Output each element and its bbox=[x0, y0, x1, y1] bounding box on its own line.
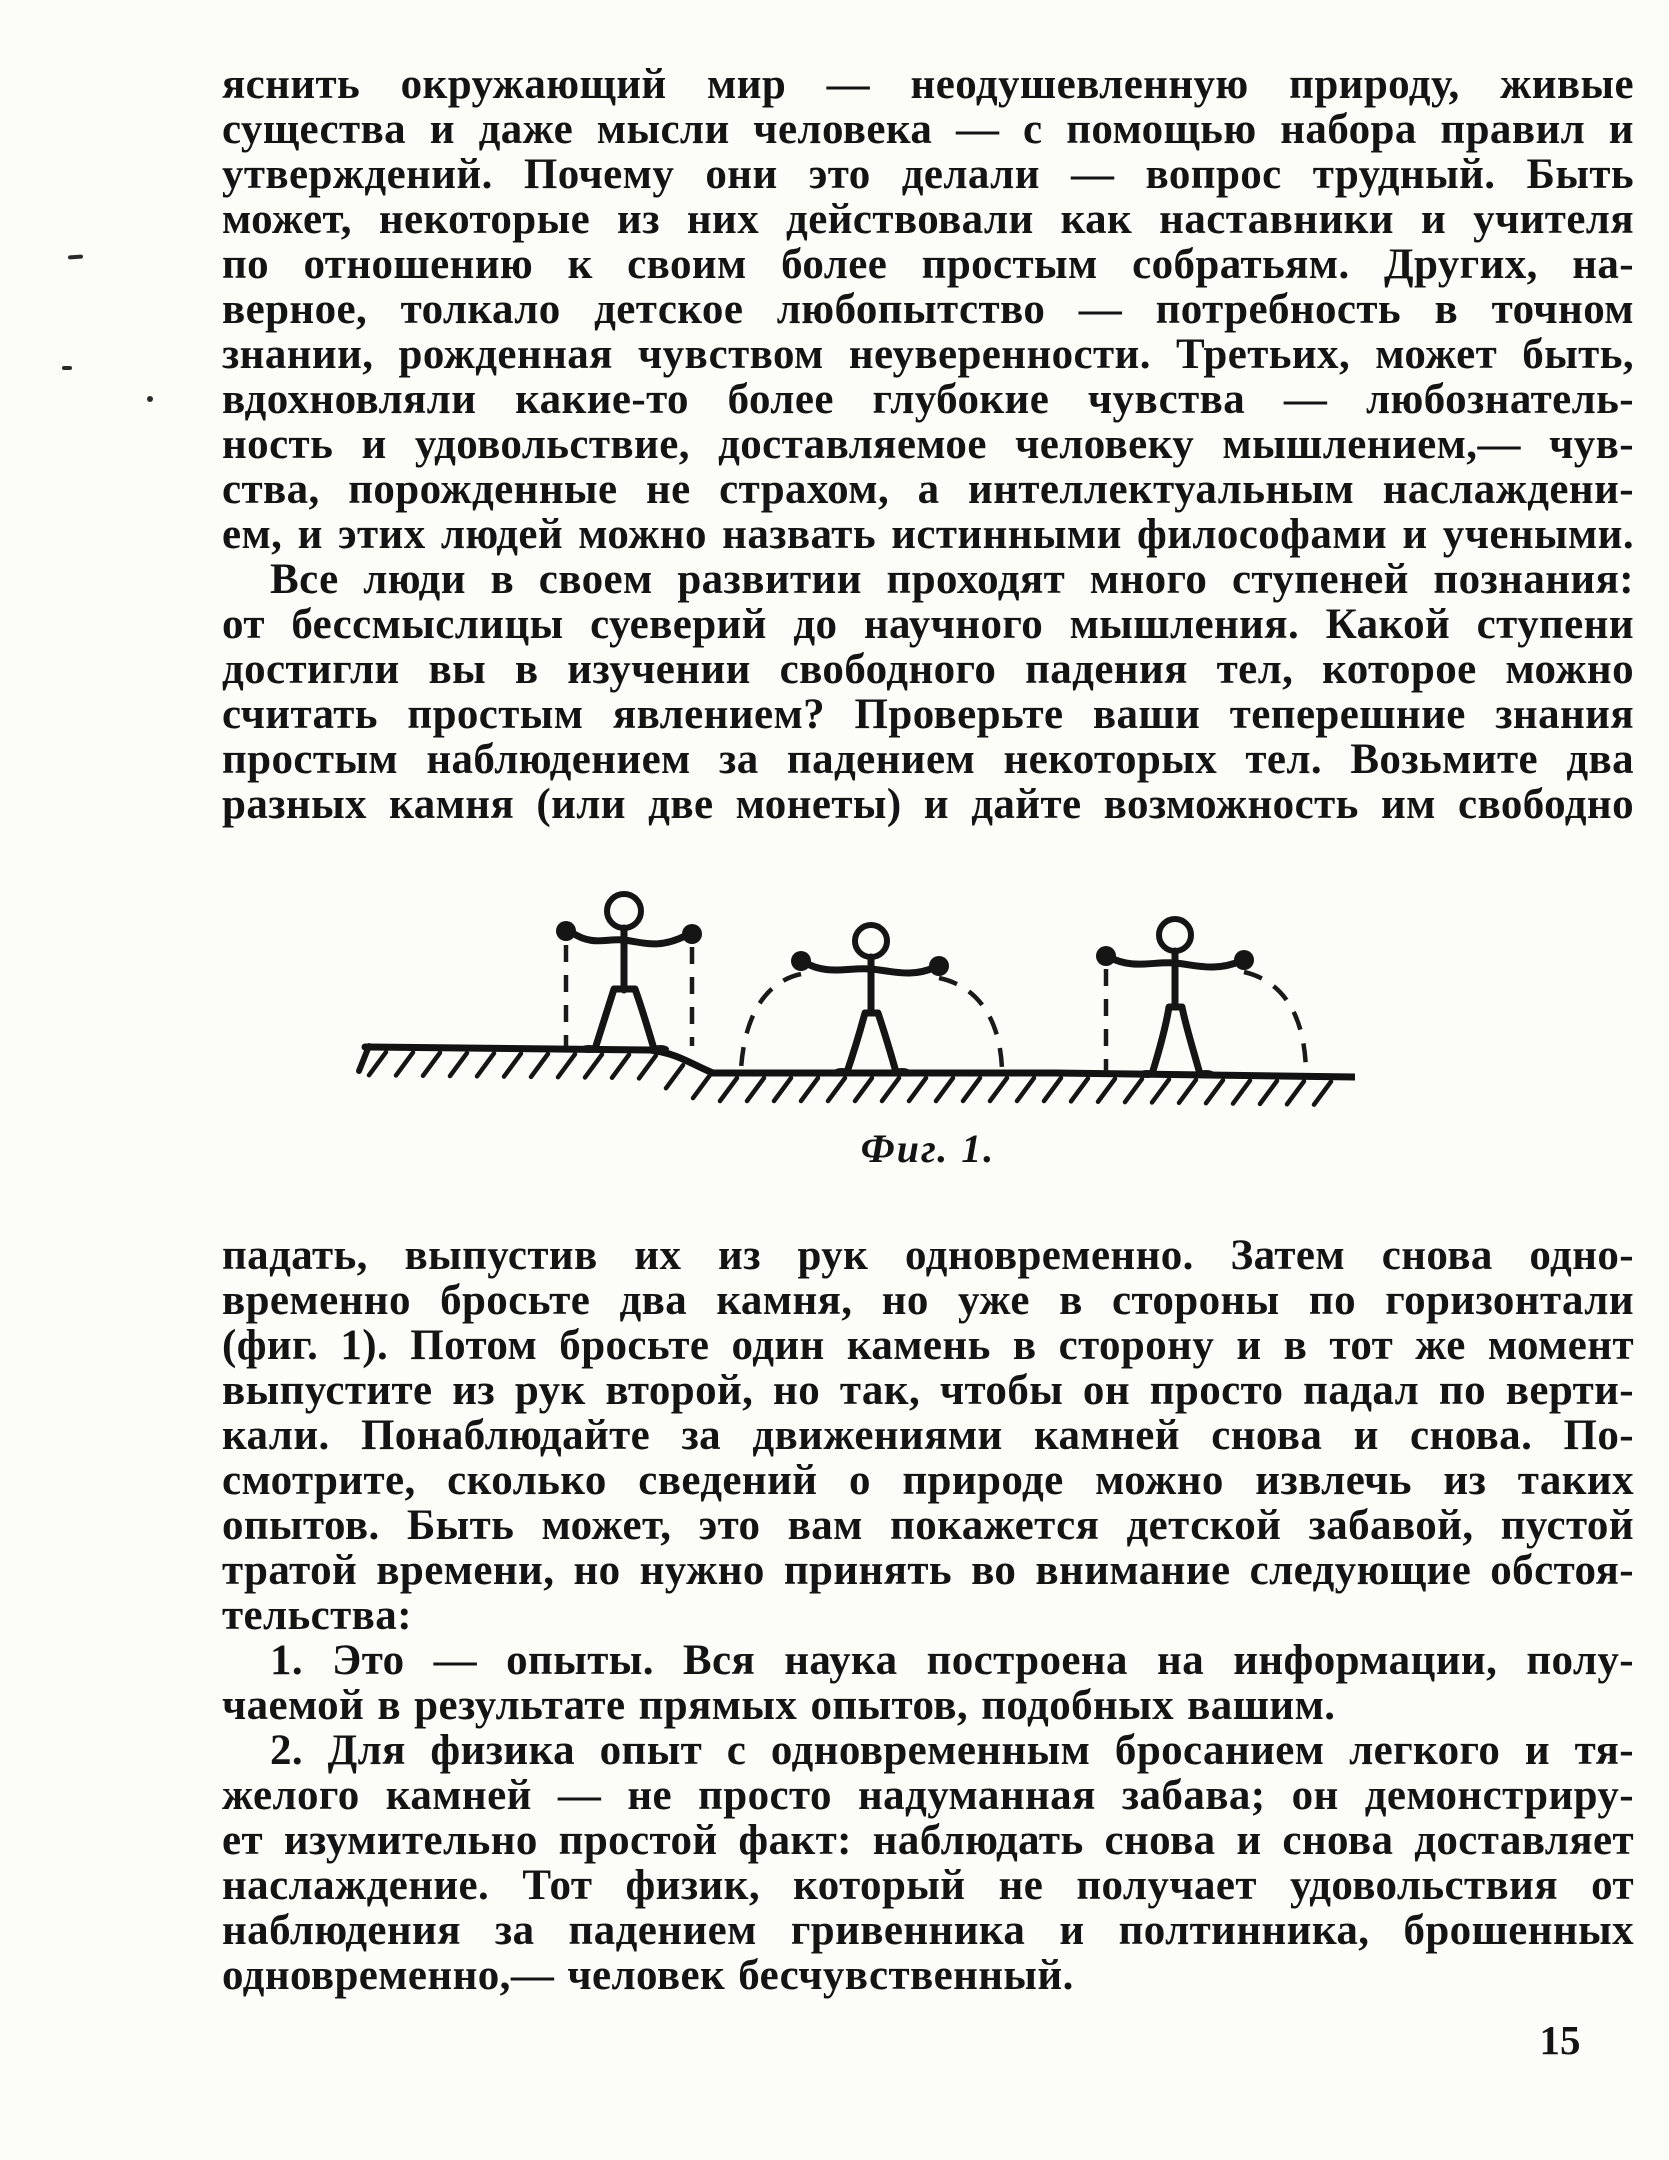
scan-speck bbox=[147, 396, 153, 402]
text-line: утверждений. Почему они это делали — вопрос трудный. Быть bbox=[222, 151, 1634, 198]
text-line: Все люди в своем развитии проходят много ступеней познания: bbox=[270, 556, 1634, 603]
text-line: знании, рожденная чувством неуверенности. Третьих, может быть, bbox=[222, 331, 1634, 378]
body-text-upper bbox=[222, 62, 1634, 827]
text-line: верное, толкало детское любопытство — потребность в точном bbox=[222, 286, 1634, 333]
paragraph bbox=[222, 62, 1634, 557]
text-line: 2. Для физика опыт с одновременным бросанием легкого и тя- bbox=[270, 1727, 1634, 1774]
text-line: одновременно,— человек бесчувственный. bbox=[222, 1952, 1074, 1999]
text-line: может, некоторые из них действовали как наставники и учителя bbox=[222, 196, 1634, 243]
text-line: ем, и этих людей можно назвать истинными философами и учеными. bbox=[222, 511, 1634, 558]
text-line: чаемой в результате прямых опытов, подобных вашим. bbox=[222, 1682, 1336, 1729]
text-line: разных камня (или две монеты) и дайте возможность им свободно bbox=[222, 781, 1634, 828]
stick-figures-drawing bbox=[355, 850, 1355, 1110]
text-line: по отношению к своим более простым собратьям. Других, на- bbox=[222, 241, 1634, 288]
text-line: существа и даже мысли человека — с помощью набора правил и bbox=[222, 106, 1634, 153]
text-line: временно бросьте два камня, но уже в стороны по горизонтали bbox=[222, 1277, 1634, 1324]
stick-figure-dropping-both bbox=[556, 894, 702, 1053]
text-line: желого камней — не просто надуманная забава; он демонстриру- bbox=[222, 1772, 1634, 1819]
paragraph bbox=[222, 557, 1634, 827]
text-line: наслаждение. Тот физик, который не получает удовольствия от bbox=[222, 1862, 1634, 1909]
text-line: ет изумительно простой факт: наблюдать снова и снова доставляет bbox=[222, 1817, 1634, 1864]
text-line: кали. Понаблюдайте за движениями камней снова и снова. По- bbox=[222, 1412, 1634, 1459]
stick-figure-throw-and-drop bbox=[1096, 919, 1306, 1078]
stick-figure-throwing-both bbox=[741, 925, 1002, 1076]
text-line: опытов. Быть может, это вам покажется детской забавой, пустой bbox=[222, 1502, 1634, 1549]
text-line: наблюдения за падением гривенника и полтинника, брошенных bbox=[222, 1907, 1634, 1954]
figure-caption: Фиг. 1. bbox=[860, 1126, 996, 1171]
paragraph bbox=[222, 1728, 1634, 1998]
text-line: (фиг. 1). Потом бросьте один камень в сторону и в тот же момент bbox=[222, 1322, 1634, 1369]
text-line: ность и удовольствие, доставляемое человеку мышлением,— чув- bbox=[222, 421, 1634, 468]
text-line: тратой времени, но нужно принять во внимание следующие обстоя- bbox=[222, 1547, 1634, 1594]
text-line: падать, выпустив их из рук одновременно. Затем снова одно- bbox=[222, 1232, 1634, 1279]
paragraph bbox=[222, 1233, 1634, 1638]
text-line: считать простым явлением? Проверьте ваши теперешние знания bbox=[222, 691, 1634, 738]
figure-illustration bbox=[355, 850, 1355, 1110]
text-line: достигли вы в изучении свободного падения тел, которое можно bbox=[222, 646, 1634, 693]
text-line: простым наблюдением за падением некоторых тел. Возьмите два bbox=[222, 736, 1634, 783]
paragraph bbox=[222, 1638, 1634, 1728]
text-line: вдохновляли какие-то более глубокие чувства — любознатель- bbox=[222, 376, 1634, 423]
text-line: от бессмыслицы суеверий до научного мышления. Какой ступени bbox=[222, 601, 1634, 648]
text-line: тельства: bbox=[222, 1592, 412, 1639]
text-line: 1. Это — опыты. Вся наука построена на информации, полу- bbox=[270, 1637, 1634, 1684]
scan-speck bbox=[62, 366, 72, 370]
scan-speck bbox=[68, 254, 83, 259]
text-line: смотрите, сколько сведений о природе можно извлечь из таких bbox=[222, 1457, 1634, 1504]
text-line: ства, порожденные не страхом, а интеллектуальным наслаждени- bbox=[222, 466, 1634, 513]
text-line: выпустите из рук второй, но так, чтобы он просто падал по верти- bbox=[222, 1367, 1634, 1414]
body-text-lower bbox=[222, 1233, 1634, 1998]
text-line: яснить окружающий мир — неодушевленную природу, живые bbox=[222, 61, 1634, 108]
page-number: 15 bbox=[1539, 2017, 1581, 2063]
